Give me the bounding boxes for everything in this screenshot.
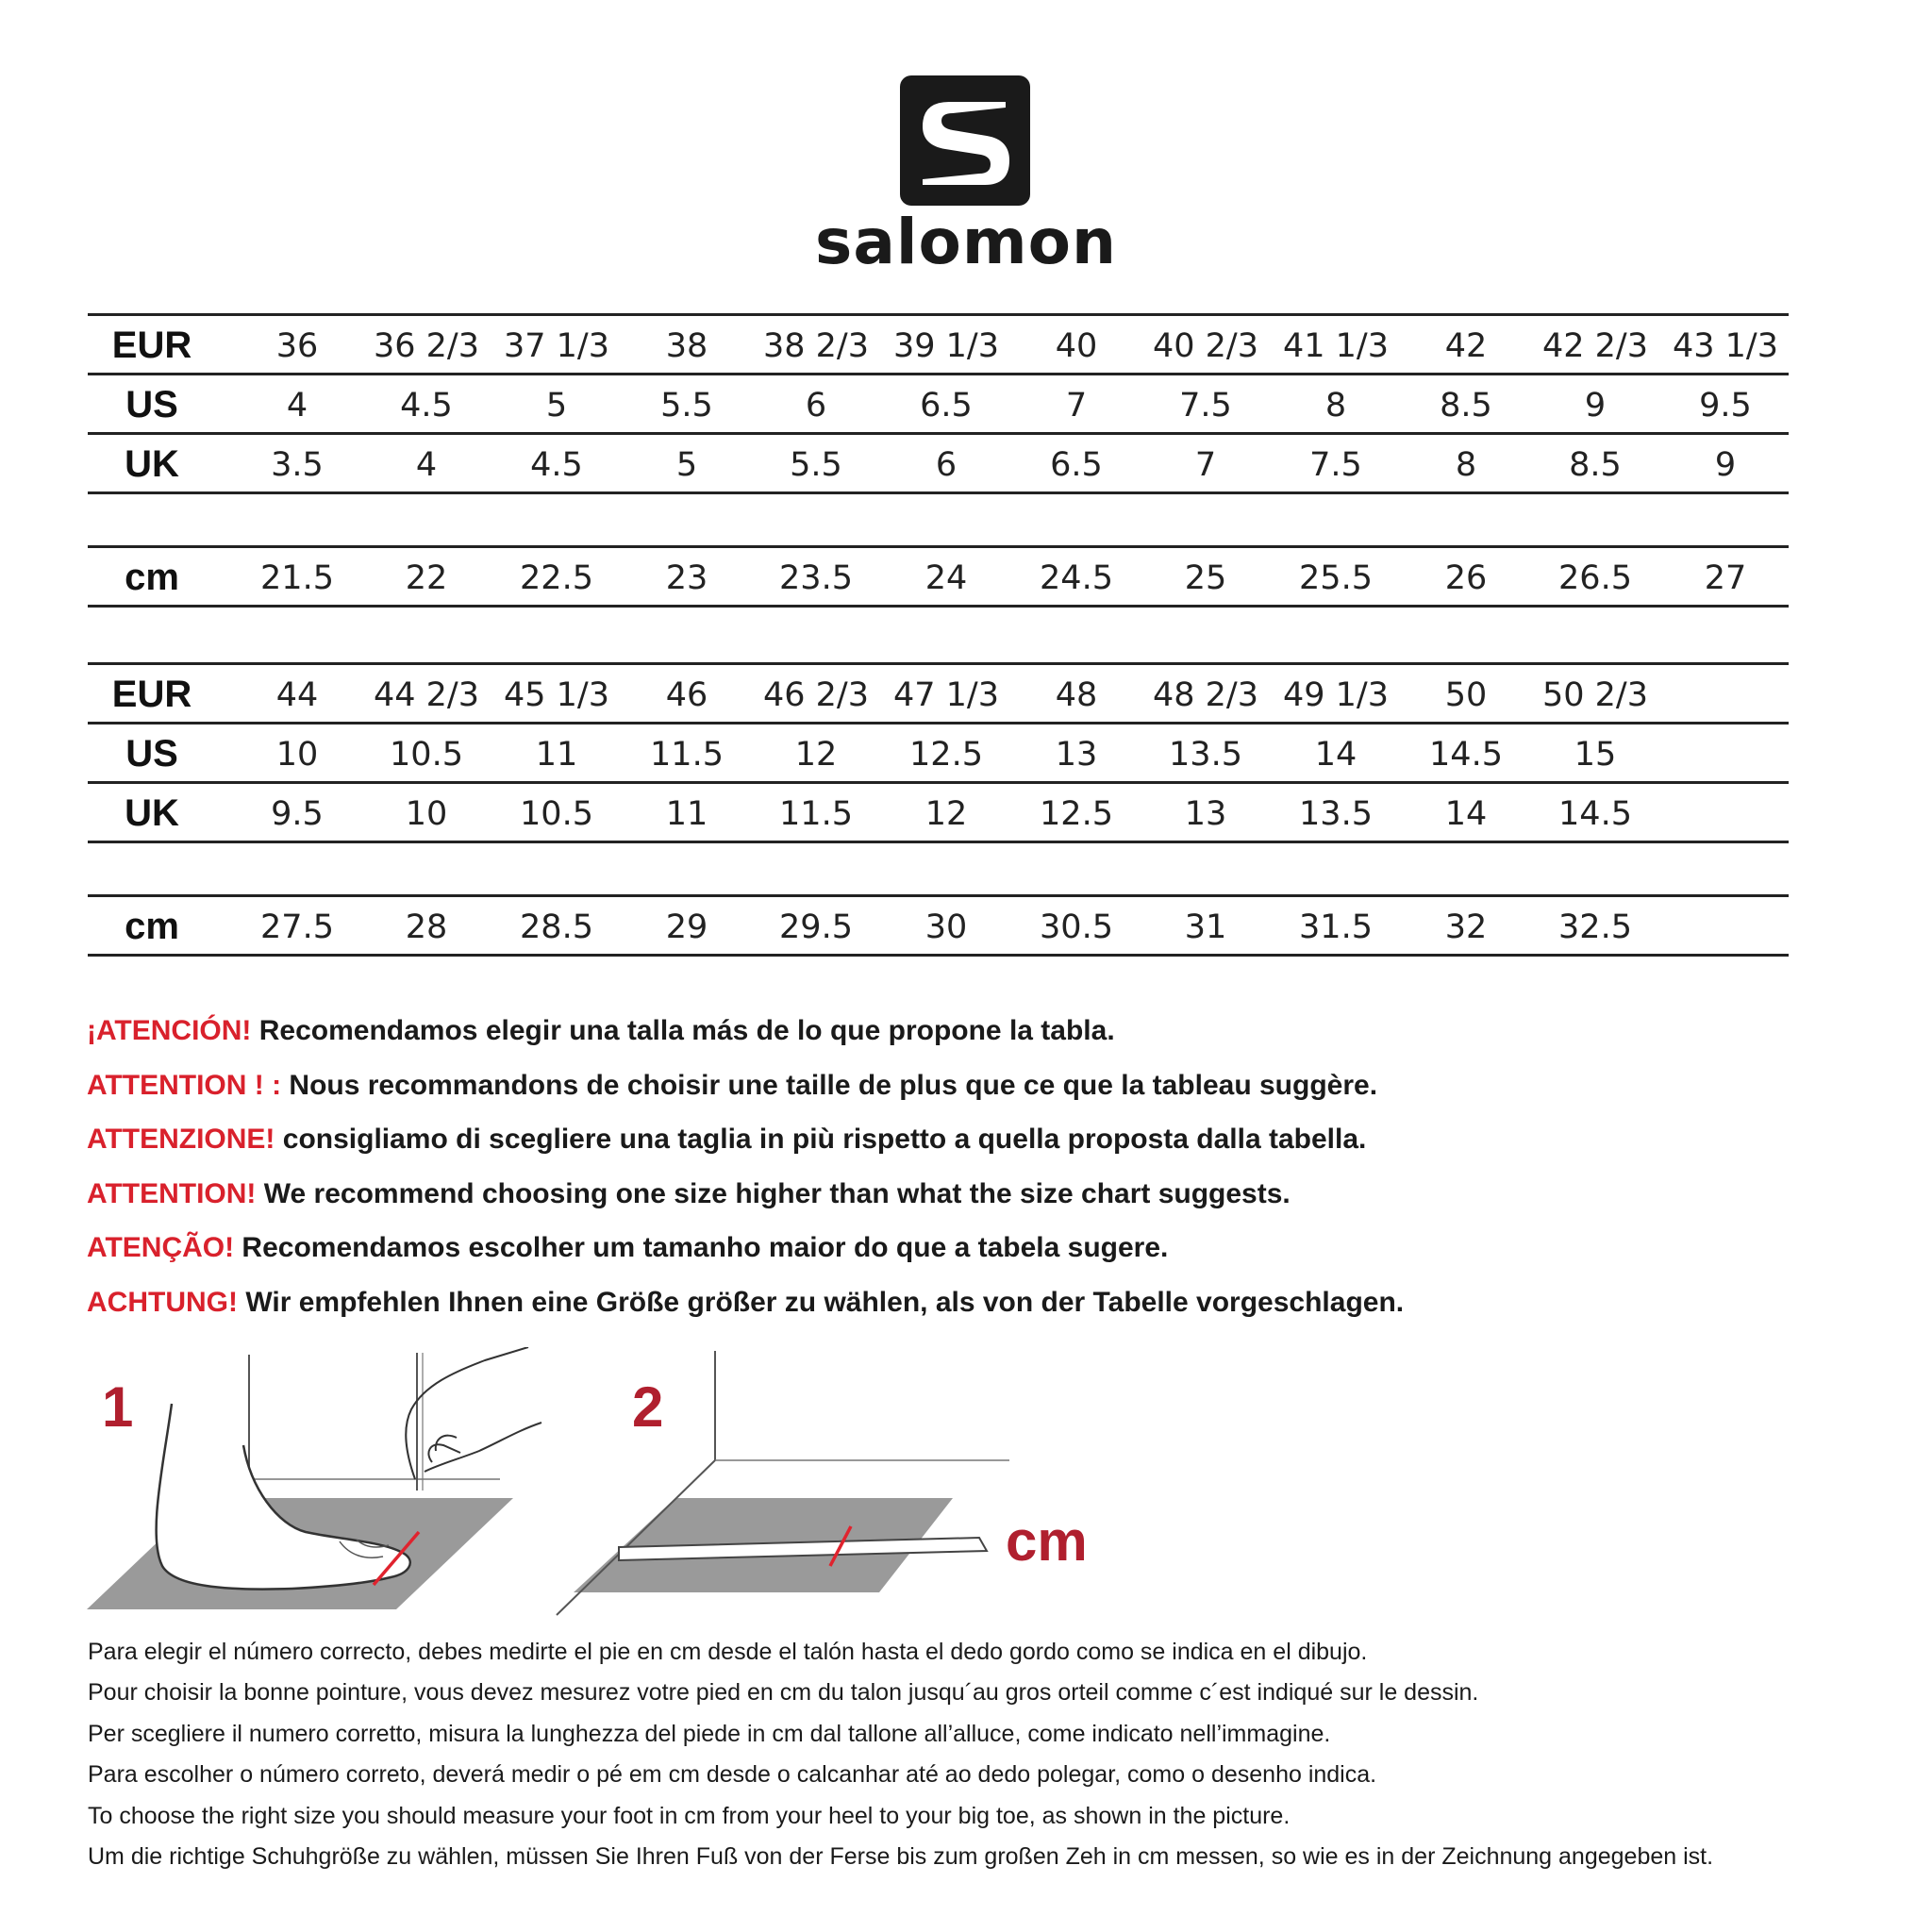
size-cell: 7.5 xyxy=(1309,446,1362,484)
warning-label: ATTENTION! xyxy=(87,1177,257,1209)
size-cell: 47 1/3 xyxy=(893,676,999,714)
size-cell: 4.5 xyxy=(400,387,453,425)
size-cell: 4 xyxy=(415,446,438,484)
size-table-cm-2 xyxy=(88,894,1789,957)
size-cell: 22 xyxy=(405,559,448,597)
warning-label: ATTENZIONE! xyxy=(87,1124,275,1156)
size-cell: 9 xyxy=(1584,387,1607,425)
instruction-de: Um die richtige Schuhgröße zu wählen, müssen Sie Ihren Fuß von der Ferse bis zum großen Zeh in cm messen, so wie es in der Zeichnung angegeben ist. xyxy=(88,1842,1714,1870)
size-cell: 23.5 xyxy=(779,559,853,597)
size-cell: 6 xyxy=(935,446,958,484)
warning-label: ATENÇÃO! xyxy=(87,1232,235,1264)
size-cell: 11.5 xyxy=(650,736,724,774)
size-cell: 25.5 xyxy=(1299,559,1373,597)
warning-fr xyxy=(87,1058,1879,1113)
warning-it xyxy=(87,1112,1879,1167)
row-label: cm xyxy=(125,906,179,947)
size-cell: 10 xyxy=(405,795,448,833)
size-cell: 50 xyxy=(1444,676,1488,714)
size-cell: 4 xyxy=(286,387,308,425)
size-cell: 36 xyxy=(275,327,319,365)
warning-label: ACHTUNG! xyxy=(87,1286,238,1318)
size-cell: 26.5 xyxy=(1558,559,1632,597)
size-cell: 38 xyxy=(665,327,708,365)
size-cell: 13.5 xyxy=(1299,795,1373,833)
size-cell: 5.5 xyxy=(660,387,713,425)
size-cell: 13 xyxy=(1055,736,1098,774)
size-cell: 37 1/3 xyxy=(504,327,609,365)
size-cell: 32.5 xyxy=(1558,908,1632,946)
size-cell: 7 xyxy=(1194,446,1217,484)
measuring-instructions xyxy=(88,1632,1918,1877)
size-cell: 38 2/3 xyxy=(763,327,869,365)
size-cell: 42 xyxy=(1444,327,1488,365)
row-label: UK xyxy=(125,443,179,485)
table-row-us xyxy=(88,375,1789,435)
warning-text: Nous recommandons de choisir une taille de plus que ce que la tableau suggère. xyxy=(281,1069,1378,1101)
size-cell: 6 xyxy=(805,387,827,425)
size-cell: 48 xyxy=(1055,676,1098,714)
size-cell: 28.5 xyxy=(520,908,593,946)
size-cell: 9 xyxy=(1714,446,1737,484)
size-cell: 32 xyxy=(1444,908,1488,946)
size-cell: 8 xyxy=(1455,446,1477,484)
row-label: EUR xyxy=(111,325,192,366)
hand-icon xyxy=(406,1347,541,1479)
instruction-en: To choose the right size you should measure your foot in cm from your heel to your big toe, as shown in the picture. xyxy=(88,1802,1291,1829)
size-cell: 27 xyxy=(1704,559,1747,597)
size-cell: 46 2/3 xyxy=(763,676,869,714)
size-cell: 13 xyxy=(1184,795,1227,833)
size-cell: 5 xyxy=(545,387,568,425)
warning-pt xyxy=(87,1221,1879,1275)
size-cell: 25 xyxy=(1184,559,1227,597)
size-cell: 11.5 xyxy=(779,795,853,833)
instruction-it: Per scegliere il numero corretto, misura la lunghezza del piede in cm dal tallone all’alluce, come indicato nell’immagine. xyxy=(88,1720,1331,1747)
size-cell: 40 xyxy=(1055,327,1098,365)
size-cell: 31 xyxy=(1184,908,1227,946)
size-cell: 28 xyxy=(405,908,448,946)
size-cell: 6.5 xyxy=(920,387,973,425)
size-cell: 23 xyxy=(665,559,708,597)
size-cell: 4.5 xyxy=(530,446,583,484)
step-2-illustration xyxy=(557,1351,1088,1615)
brand-name: salomon xyxy=(815,206,1117,278)
salomon-s-logo-icon xyxy=(900,75,1030,206)
size-cell: 39 1/3 xyxy=(893,327,999,365)
size-cell: 12 xyxy=(924,795,968,833)
size-warnings xyxy=(87,1004,1879,1330)
size-cell: 11 xyxy=(535,736,578,774)
row-label: cm xyxy=(125,557,179,598)
size-cell: 44 2/3 xyxy=(374,676,479,714)
warning-es xyxy=(87,1004,1879,1058)
warning-de xyxy=(87,1275,1879,1330)
warning-text: We recommend choosing one size higher than what the size chart suggests. xyxy=(256,1177,1291,1209)
table-row-us xyxy=(88,724,1789,784)
table-row-eur xyxy=(88,662,1789,724)
instruction-fr: Pour choisir la bonne pointure, vous devez mesurez votre pied en cm du talon jusqu´au gros orteil comme c´est indiqué sur le dessin. xyxy=(88,1679,1479,1707)
size-cell: 50 2/3 xyxy=(1542,676,1648,714)
size-cell: 48 2/3 xyxy=(1153,676,1258,714)
warning-label: ¡ATENCIÓN! xyxy=(87,1015,252,1046)
size-cell: 24 xyxy=(924,559,968,597)
size-cell: 27.5 xyxy=(260,908,334,946)
table-row-uk xyxy=(88,784,1789,843)
row-label: EUR xyxy=(111,674,192,715)
size-cell: 26 xyxy=(1444,559,1488,597)
table-row-uk xyxy=(88,435,1789,494)
size-cell: 46 xyxy=(665,676,708,714)
size-cell: 30.5 xyxy=(1040,908,1113,946)
step-1-illustration xyxy=(87,1347,541,1609)
size-cell: 42 2/3 xyxy=(1542,327,1648,365)
size-cell: 43 1/3 xyxy=(1673,327,1778,365)
row-label: UK xyxy=(125,792,179,834)
table-row-cm xyxy=(88,894,1789,957)
warning-en xyxy=(87,1167,1879,1222)
size-cell: 10.5 xyxy=(390,736,463,774)
size-cell: 29 xyxy=(665,908,708,946)
foot-icon xyxy=(157,1404,410,1590)
size-cell: 12.5 xyxy=(1040,795,1113,833)
size-cell: 21.5 xyxy=(260,559,334,597)
size-cell: 40 2/3 xyxy=(1153,327,1258,365)
size-cell: 12.5 xyxy=(909,736,983,774)
size-cell: 41 1/3 xyxy=(1283,327,1389,365)
size-cell: 3.5 xyxy=(271,446,324,484)
size-cell: 14.5 xyxy=(1558,795,1632,833)
size-cell: 9.5 xyxy=(1699,387,1752,425)
table-row-cm xyxy=(88,545,1789,608)
instruction-es: Para elegir el número correcto, debes medirte el pie en cm desde el talón hasta el dedo gordo como se indica en el dibujo. xyxy=(88,1639,1368,1665)
size-cell: 7.5 xyxy=(1179,387,1232,425)
size-cell: 14 xyxy=(1444,795,1488,833)
size-cell: 8 xyxy=(1324,387,1347,425)
size-cell: 14.5 xyxy=(1429,736,1503,774)
step-1-number: 1 xyxy=(102,1375,134,1439)
warning-text: Wir empfehlen Ihnen eine Größe größer zu wählen, als von der Tabelle vorgeschlagen. xyxy=(237,1286,1405,1318)
warning-label: ATTENTION ! : xyxy=(87,1069,282,1101)
size-cell: 15 xyxy=(1574,736,1617,774)
size-cell: 31.5 xyxy=(1299,908,1373,946)
size-cell: 22.5 xyxy=(520,559,593,597)
size-cell: 7 xyxy=(1065,387,1088,425)
size-cell: 12 xyxy=(794,736,838,774)
size-cell: 13.5 xyxy=(1169,736,1242,774)
size-cell: 45 1/3 xyxy=(504,676,609,714)
size-cell: 10.5 xyxy=(520,795,593,833)
size-cell: 14 xyxy=(1314,736,1357,774)
size-cell: 8.5 xyxy=(1569,446,1622,484)
size-cell: 11 xyxy=(665,795,708,833)
table-row-eur xyxy=(88,313,1789,375)
size-table-cm-1 xyxy=(88,545,1789,608)
size-cell: 10 xyxy=(275,736,319,774)
size-cell: 24.5 xyxy=(1040,559,1113,597)
size-cell: 36 2/3 xyxy=(374,327,479,365)
size-cell: 44 xyxy=(275,676,319,714)
size-cell: 5 xyxy=(675,446,698,484)
row-label: US xyxy=(125,733,178,774)
size-cell: 29.5 xyxy=(779,908,853,946)
size-cell: 9.5 xyxy=(271,795,324,833)
step-2-number: 2 xyxy=(632,1375,664,1439)
warning-text: consigliamo di scegliere una taglia in più rispetto a quella proposta dalla tabella. xyxy=(275,1124,1367,1156)
cm-label: cm xyxy=(1006,1509,1088,1573)
instruction-pt: Para escolher o número correto, deverá medir o pé em cm desde o calcanhar até ao dedo polegar, como o desenho indica. xyxy=(88,1761,1377,1789)
size-cell: 8.5 xyxy=(1440,387,1492,425)
warning-text: Recomendamos escolher um tamanho maior do que a tabela sugere. xyxy=(234,1232,1169,1264)
size-cell: 6.5 xyxy=(1050,446,1103,484)
warning-text: Recomendamos elegir una talla más de lo que propone la tabla. xyxy=(251,1015,1115,1046)
size-cell: 5.5 xyxy=(790,446,842,484)
size-cell: 49 1/3 xyxy=(1283,676,1389,714)
size-cell: 30 xyxy=(924,908,968,946)
foot-measuring-illustration xyxy=(85,1347,1141,1630)
size-table-eu-us-uk-2 xyxy=(88,662,1789,843)
size-table-eu-us-uk-1 xyxy=(88,313,1789,494)
row-label: US xyxy=(125,384,178,425)
